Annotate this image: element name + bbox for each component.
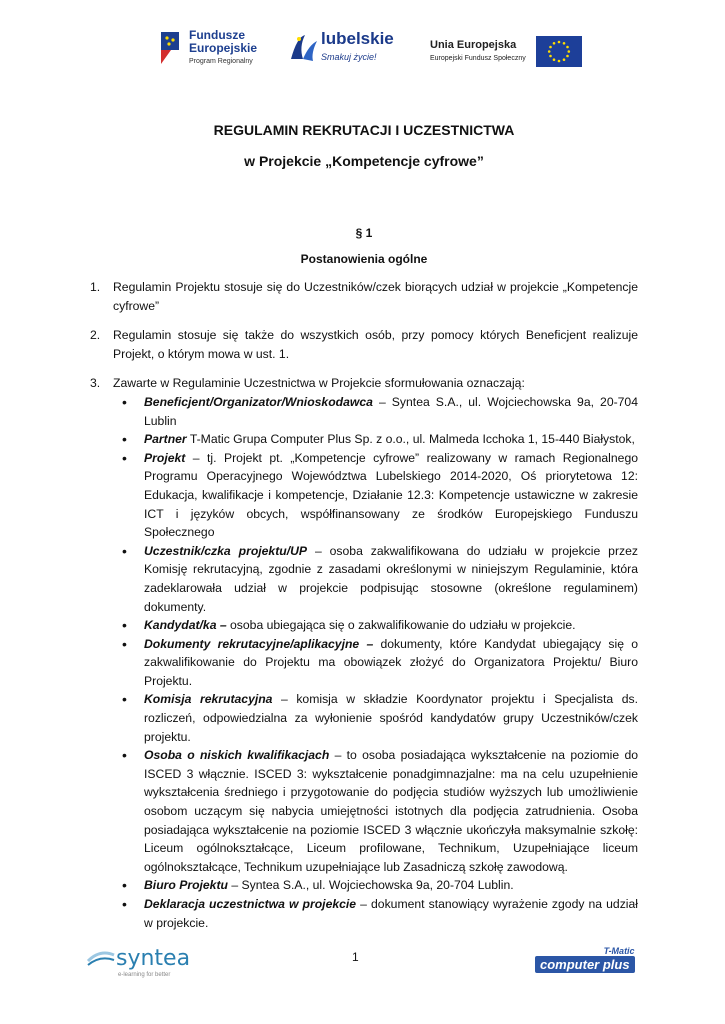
item-number: 3. [90, 376, 101, 391]
list-item [90, 326, 638, 363]
definition-text: – dokument stanowiący wyrażenie zgody na udział w projekcie. [144, 897, 638, 930]
lubelskie-name: lubelskie [321, 29, 394, 48]
definition-item [122, 430, 638, 449]
definition-item [122, 393, 638, 430]
definition-text: – Syntea S.A., ul. Wojciechowska 9a, 20-704 Lublin [144, 394, 638, 428]
fe-line1: Fundusze [189, 27, 245, 42]
definition-text: dokumenty, które Kandydat ubiegający się o zakwalifikowanie do Projektu ma obowiązek złożyć do Organizatora Projektu/ Biuro Projektu. [144, 636, 638, 688]
list-item [90, 278, 638, 315]
definition-text: T-Matic Grupa Computer Plus Sp. z o.o., ul. Malmeda Icchoka 1, 15-440 Białystok, [186, 432, 635, 447]
definition-text: – to osoba posiadająca wykształcenie na poziomie do ISCED 3 włącznie. ISCED 3: wykształcenie ponadgimnazjalne: ma na celu uzupełnienie wykształcenia średniego i przygotowanie do podjęcia studiów wyższych lub umożliwienie osobom uczącym się nabycia umiejętności istotnych dla podjęcia zatrudnienia. Osoba posiadająca wykształcenie na poziomie ISCED 3 włącznie ukończyła maksymalnie szkołę: Liceum ogólnokształcące, Liceum profilowane, Technikum, Uzupełniające liceum ogólnokształcące, Technikum uzupełniające lub Zasadniczą szkołę zawodową. [144, 748, 638, 874]
section-title: Postanowienia ogólne [300, 252, 428, 266]
lubelskie-emblem-icon [287, 31, 321, 65]
page-number: 1 [352, 950, 359, 964]
definition-term: Komisja rekrutacyjna [144, 692, 273, 707]
fe-logo-text [189, 29, 257, 68]
definition-item [122, 616, 638, 635]
syntea-logo [86, 946, 191, 978]
unia-europejska-logo [430, 36, 582, 67]
definition-term: Projekt [144, 450, 186, 465]
document-title: REGULAMIN REKRUTACJI I UCZESTNICTWA [213, 122, 515, 138]
tmatic-logo [535, 946, 635, 973]
definition-item [122, 542, 638, 616]
definition-term: Osoba o niskich kwalifikacjach [144, 748, 330, 763]
ue-line2: Europejski Fundusz Społeczny [430, 54, 526, 62]
definition-item [122, 876, 638, 895]
item-text: Regulamin stosuje się także do wszystkich osób, przy pomocy których Beneficjent realizuje Projekt, o którym mowa w ust. 1. [113, 328, 638, 361]
definitions-list [90, 393, 638, 932]
definition-text: – komisja w składzie Koordynator projektu i Specjalista ds. rozliczeń, odpowiedzialna za wyłonienie spośród kandydatów grupy Uczestników/czek projektu. [144, 692, 638, 744]
lubelskie-text [321, 30, 394, 66]
definition-term: Partner [144, 432, 187, 447]
document-subtitle: w Projekcie „Kompetencje cyfrowe” [244, 153, 484, 169]
definition-item [122, 449, 638, 542]
lubelskie-tagline: Smakuj życie! [321, 52, 377, 62]
list-item [90, 374, 638, 393]
syntea-name: syntea [116, 946, 191, 971]
definition-text: – tj. Projekt pt. „Kompetencje cyfrowe” realizowany w ramach Regionalnego Programu Operacyjnego Województwa Lubelskiego 2014-2020, Oś priorytetowa 12: Edukacja, kwalifikacje i kompetencje, Działanie 12.3: Kompetencje ustawiczne w zakresie ICT i języków obcych, współfinansowany ze środków Europejskiego Funduszu Społecznego [144, 450, 638, 540]
lubelskie-logo [287, 30, 394, 66]
definition-term: Dokumenty rekrutacyjne/aplikacyjne – [144, 636, 374, 651]
fe-flag-icon [157, 28, 183, 68]
definition-item [122, 635, 638, 691]
definition-text: osoba ubiegająca się o zakwalifikowanie do udziału w projekcie. [226, 618, 576, 633]
definition-term: Deklaracja uczestnictwa w projekcie [144, 897, 357, 911]
item-number: 2. [90, 328, 101, 343]
header-logos [0, 26, 725, 74]
item-number: 1. [90, 280, 101, 294]
ue-line1: Unia Europejska [430, 38, 517, 51]
tmatic-main: computer plus [535, 956, 635, 973]
syntea-swoosh-icon [86, 947, 116, 971]
tmatic-top: T-Matic [603, 946, 635, 956]
definition-term: Beneficjent/Organizator/Wnioskodawca [144, 394, 373, 409]
item-text: Zawarte w Regulaminie Uczestnictwa w Projekcie sformułowania oznaczają: [113, 376, 525, 391]
definition-item [122, 690, 638, 746]
numbered-list [90, 278, 638, 932]
definition-term: Kandydat/ka – [144, 618, 227, 633]
definition-item [122, 895, 638, 932]
item-text: Regulamin Projektu stosuje się do Uczestników/czek biorących udział w projekcie „Kompetencje cyfrowe” [113, 280, 638, 313]
definition-text: – osoba zakwalifikowana do udziału w projekcie przez Komisję rekrutacyjną, zgodnie z zasadami określonymi w niniejszym Regulaminie, która zadeklarowała udział w projekcie podpisując stosowne (określone regulaminem) dokumenty. [144, 543, 638, 614]
ue-text [430, 39, 526, 65]
page-footer [0, 946, 725, 1006]
definition-item [122, 746, 638, 876]
definition-term: Uczestnik/czka projektu/UP [144, 543, 308, 558]
syntea-tagline: e-learning for better [118, 972, 171, 978]
definition-term: Biuro Projektu [144, 878, 228, 893]
eu-flag-icon [536, 36, 582, 67]
fundusze-europejskie-logo [157, 28, 257, 68]
section-number: § 1 [355, 226, 373, 240]
fe-line3: Program Regionalny [189, 57, 253, 65]
definition-text: – Syntea S.A., ul. Wojciechowska 9a, 20-704 Lublin. [227, 878, 514, 893]
fe-line2: Europejskie [189, 40, 258, 55]
